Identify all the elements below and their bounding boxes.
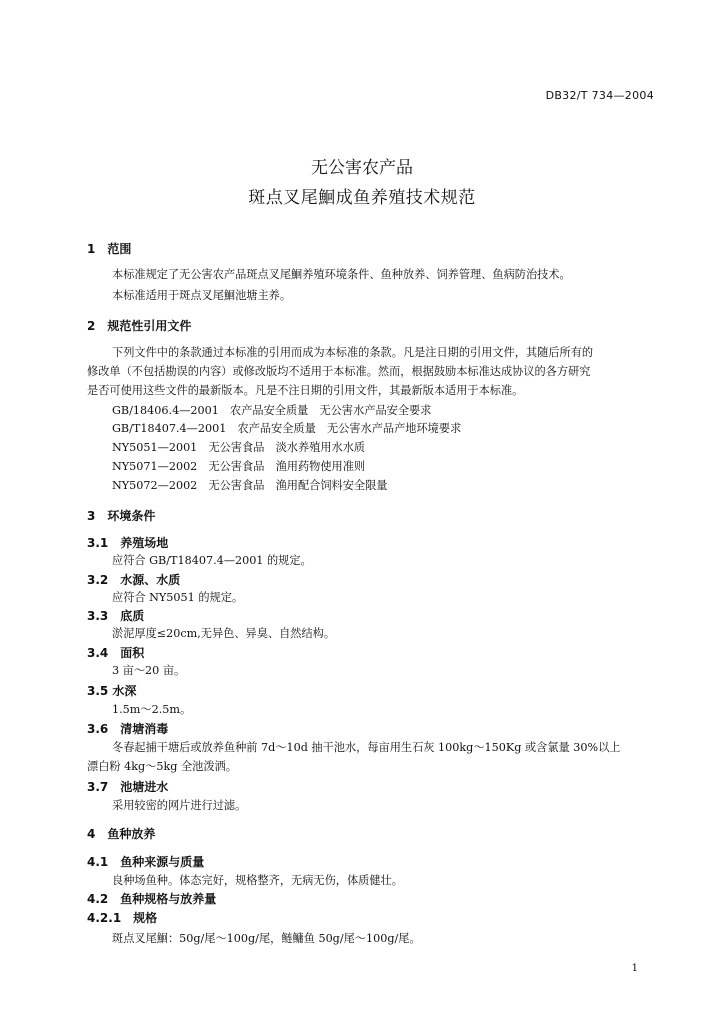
section-heading: 3 环境条件 — [87, 509, 156, 523]
paragraph-line: 漂白粉 4kg～5kg 全池泼洒。 — [87, 760, 237, 773]
paragraph-line: 3 亩～20 亩。 — [112, 664, 186, 677]
paragraph-line: 修改单（不包括勘误的内容）或修改版均不适用于本标准。然而，根据鼓励本标准达成协议的各方研究 — [87, 365, 591, 378]
subsection-heading: 3.1 养殖场地 — [87, 536, 169, 550]
subsection-heading: 3.5 水深 — [87, 684, 137, 698]
paragraph-line: 1.5m～2.5m。 — [112, 703, 192, 716]
paragraph-line: 是否可使用这些文件的最新版本。凡是不注日期的引用文件，其最新版本适用于本标准。 — [87, 384, 524, 397]
subsection-heading: 4.2 鱼种规格与放养量 — [87, 892, 217, 906]
paragraph-line: 采用较密的网片进行过滤。 — [112, 799, 247, 812]
subsection-heading: 3.6 清塘消毒 — [87, 722, 169, 736]
reference-item: GB/18406.4—2001 农产品安全质量 无公害水产品安全要求 — [112, 404, 432, 417]
reference-item: GB/T18407.4—2001 农产品安全质量 无公害水产品产地环境要求 — [112, 422, 462, 435]
document-title-line-1: 无公害农产品 — [311, 158, 413, 178]
paragraph-line: 斑点叉尾鮰：50g/尾～100g/尾，鲢鳙鱼 50g/尾～100g/尾。 — [112, 932, 421, 945]
paragraph-line: 应符合 NY5051 的规定。 — [112, 591, 244, 604]
paragraph-line: 良种场鱼种。体态完好，规格整齐，无病无伤，体质健壮。 — [112, 874, 403, 887]
section-heading: 1 范围 — [87, 242, 132, 256]
subsection-heading: 4.1 鱼种来源与质量 — [87, 855, 205, 869]
section-heading: 4 鱼种放养 — [87, 827, 156, 841]
reference-item: NY5071—2002 无公害食品 渔用药物使用准则 — [112, 460, 366, 473]
paragraph-line: 冬春起捕干塘后或放养鱼种前 7d～10d 抽干池水，每亩用生石灰 100kg～150Kg 或含氯量 30%以上 — [112, 741, 621, 754]
reference-item: NY5051—2001 无公害食品 淡水养殖用水水质 — [112, 441, 366, 454]
standard-number: DB32/T 734—2004 — [545, 89, 654, 102]
paragraph-line: 本标准规定了无公害农产品斑点叉尾鮰养殖环境条件、鱼种放养、饲养管理、鱼病防治技术。 — [112, 268, 571, 281]
page-number: 1 — [631, 963, 638, 974]
paragraph-line: 应符合 GB/T18407.4—2001 的规定。 — [112, 554, 312, 567]
reference-item: NY5072—2002 无公害食品 渔用配合饲料安全限量 — [112, 479, 388, 492]
subsection-heading: 3.4 面积 — [87, 646, 145, 660]
document-title-line-2: 斑点叉尾鮰成鱼养殖技术规范 — [248, 188, 476, 208]
subsection-heading: 3.2 水源、水质 — [87, 573, 181, 587]
paragraph-line: 本标准适用于斑点叉尾鮰池塘主养。 — [112, 289, 292, 302]
section-heading: 2 规范性引用文件 — [87, 319, 192, 333]
paragraph-line: 下列文件中的条款通过本标准的引用而成为本标准的条款。凡是注日期的引用文件，其随后所有的 — [112, 346, 594, 359]
subsection-heading: 3.3 底质 — [87, 609, 145, 623]
paragraph-line: 淤泥厚度≤20cm,无异色、异臭、自然结构。 — [112, 627, 336, 640]
subsection-heading: 4.2.1 规格 — [87, 911, 158, 925]
subsection-heading: 3.7 池塘进水 — [87, 780, 169, 794]
